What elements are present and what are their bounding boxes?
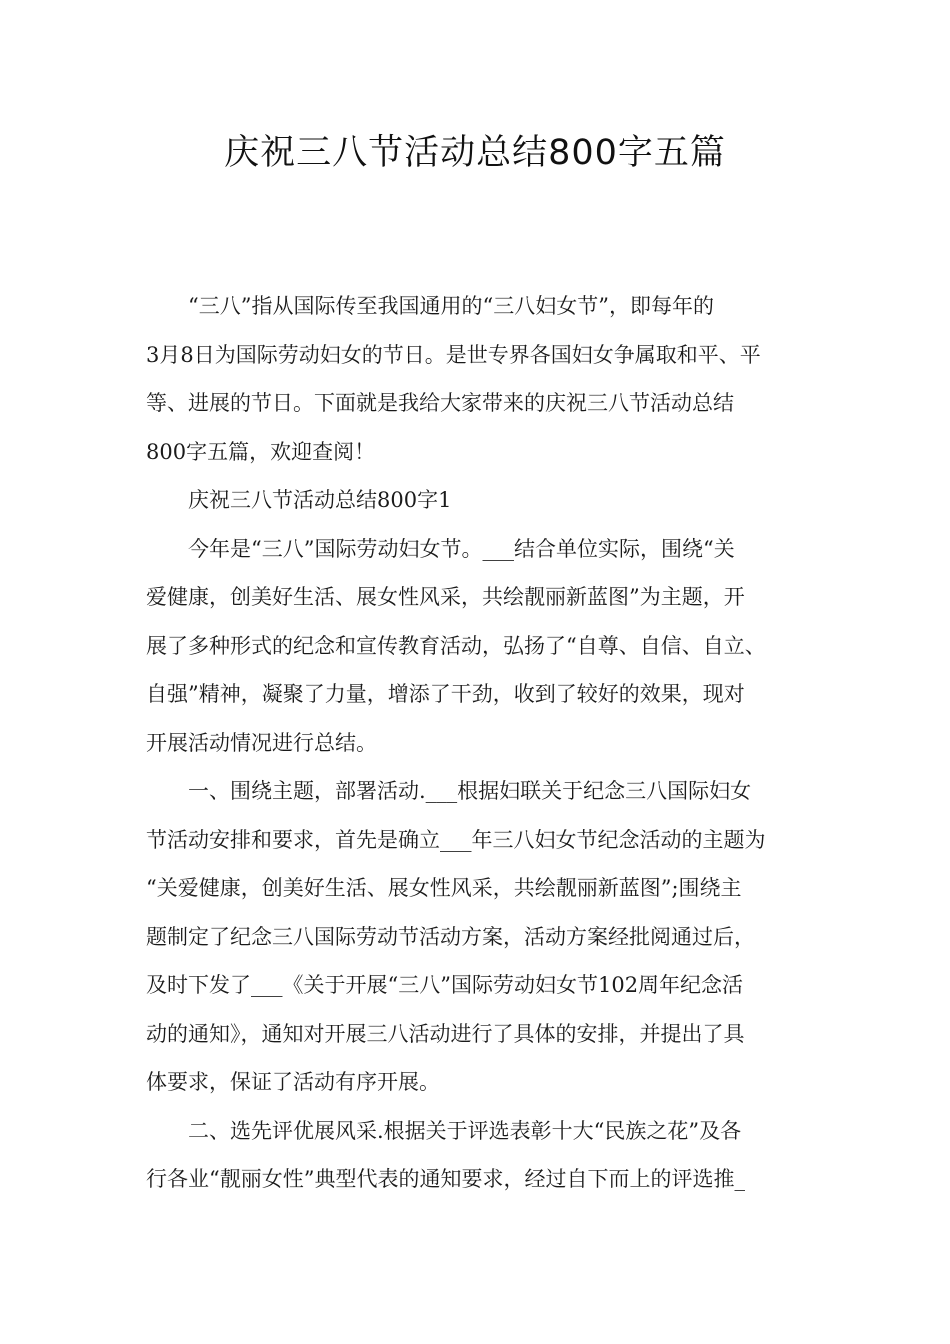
paragraph-line: 自强”精神，凝聚了力量，增添了干劲，收到了较好的效果，现对: [146, 682, 745, 706]
paragraph-line: “三八”指从国际传至我国通用的“三八妇女节”，即每年的: [188, 294, 714, 318]
paragraph-line: 节活动安排和要求，首先是确立___年三八妇女节纪念活动的主题为: [146, 827, 766, 852]
document-body: [146, 282, 830, 1204]
paragraph-line: 动的通知》，通知对开展三八活动进行了具体的安排，并提出了具: [146, 1021, 745, 1046]
paragraph-line: 爱健康，创美好生活、展女性风采，共绘靓丽新蓝图”为主题，开: [146, 585, 745, 609]
section-heading: 庆祝三八节活动总结800字1: [188, 488, 452, 512]
paragraph-line: 展了多种形式的纪念和宣传教育活动，弘扬了“自尊、自信、自立、: [146, 633, 766, 658]
paragraph-line: 行各业“靓丽女性”典型代表的通知要求，经过自下而上的评选推_: [146, 1167, 745, 1191]
paragraph-line: 体要求，保证了活动有序开展。: [146, 1070, 440, 1094]
paragraph-line: 等、进展的节日。下面就是我给大家带来的庆祝三八节活动总结: [146, 391, 734, 415]
paragraph-line: 及时下发了___《关于开展“三八”国际劳动妇女节102周年纪念活: [146, 973, 744, 997]
paragraph-line: 开展活动情况进行总结。: [146, 730, 377, 755]
paragraph-line: “关爱健康，创美好生活、展女性风采，共绘靓丽新蓝图”;围绕主: [146, 876, 742, 900]
paragraph-line: 今年是“三八”国际劳动妇女节。___结合单位实际，围绕“关: [188, 536, 735, 561]
paragraph-line: 800字五篇，欢迎查阅！: [146, 439, 376, 464]
paragraph-line: 一、围绕主题，部署活动.___根据妇联关于纪念三八国际妇女: [188, 779, 752, 803]
document-title: 庆祝三八节活动总结800字五篇: [224, 133, 726, 173]
paragraph-line: 题制定了纪念三八国际劳动节活动方案，活动方案经批阅通过后，: [146, 924, 755, 949]
paragraph-line: 3月8日为国际劳动妇女的节日。是世专界各国妇女争属取和平、平: [146, 342, 761, 367]
paragraph-line: 二、选先评优展风采.根据关于评选表彰十大“民族之花”及各: [188, 1118, 742, 1143]
